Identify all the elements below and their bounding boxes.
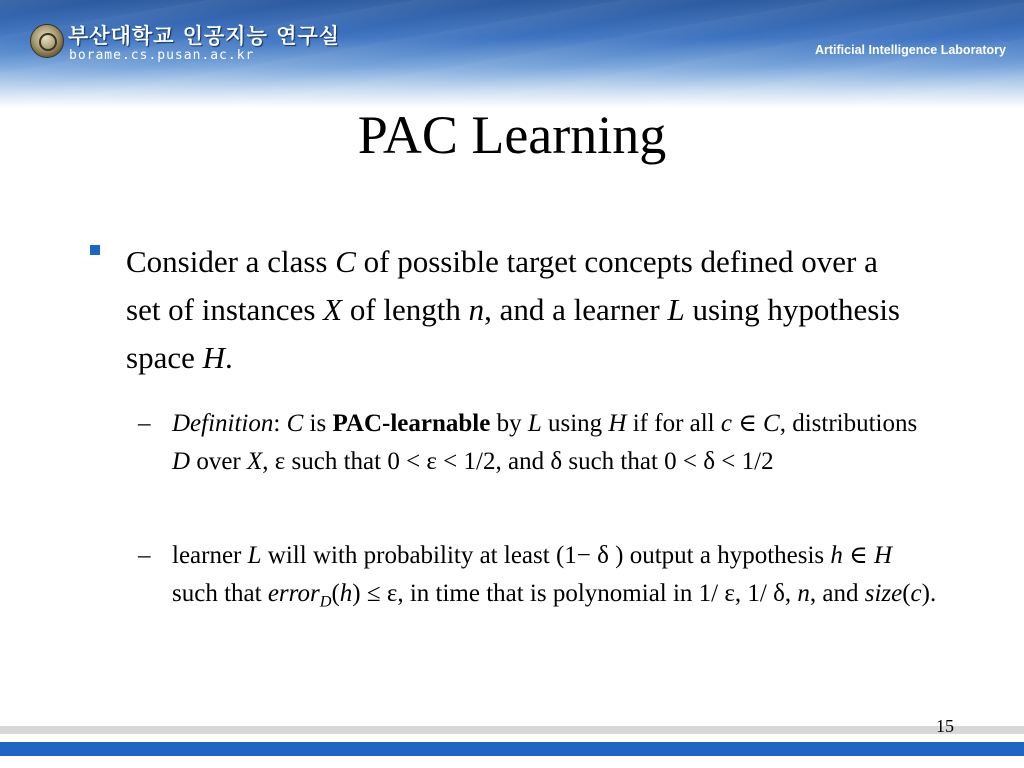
lab-name: Artificial Intelligence Laboratory — [814, 43, 1006, 57]
page-number: 15 — [936, 716, 954, 736]
university-seal-icon — [30, 24, 64, 58]
footer-blue-bar — [0, 742, 1024, 756]
dash-bullet: – — [138, 542, 151, 569]
square-bullet-icon — [90, 245, 100, 255]
slide-title: PAC Learning — [357, 105, 667, 165]
bullet-main — [90, 238, 920, 382]
footer-gray-bar — [0, 726, 1024, 734]
sub-bullet-definition-text: Definition: C is PAC-learnable by L using H if for all c ∈ C, distributions D over X, ε such that 0 < ε < 1/2, and δ such that 0 < δ < 1/2 — [172, 410, 918, 475]
sub-bullet-learner — [138, 537, 938, 613]
university-name: 부산대학교 인공지능 연구실 — [68, 24, 341, 48]
dash-bullet: – — [138, 410, 151, 437]
lab-domain: borame.cs.pusan.ac.kr — [69, 48, 255, 63]
sub-bullet-definition — [138, 405, 938, 481]
header-banner — [0, 0, 1024, 108]
bullet-main-text: Consider a class C of possible target concepts defined over a set of instances X of length n, and a learner L using hypothesis space H. — [126, 244, 900, 375]
sub-bullet-learner-text: learner L will with probability at least (1− δ ) output a hypothesis h ∈ H such that error$_D$(h) ≤ ε, in time that is polynomial in 1/ ε, 1/ δ, n, and size(c). — [172, 542, 937, 611]
